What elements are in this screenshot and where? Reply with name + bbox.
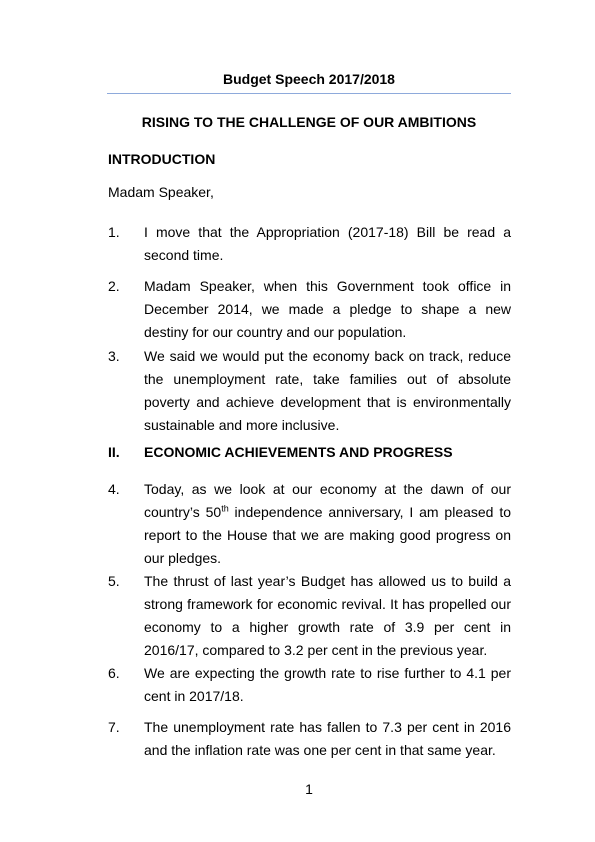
paragraph-text: The thrust of last year’s Budget has allowed us to build a strong framework for economic revival. It has propelled our economy to a higher growth rate of 3.9 per cent in 2016/17, compared to 3.2 per cent in the previous year. — [144, 573, 511, 658]
ordinal-superscript: th — [221, 503, 229, 514]
running-header: Budget Speech 2017/2018 — [223, 71, 395, 87]
paragraph-3 — [108, 345, 511, 437]
salutation: Madam Speaker, — [108, 184, 214, 200]
section-heading-introduction: INTRODUCTION — [108, 151, 216, 167]
paragraph-1 — [108, 221, 511, 267]
section-title: ECONOMIC ACHIEVEMENTS AND PROGRESS — [144, 444, 453, 460]
page-number: 1 — [305, 781, 313, 797]
paragraph-number: 1. — [108, 224, 120, 240]
paragraph-text — [144, 478, 511, 570]
paragraph-number: 3. — [108, 348, 120, 364]
paragraph-7 — [108, 716, 511, 762]
paragraph-text: Madam Speaker, when this Government took office in December 2014, we made a pledge to shape a new destiny for our country and our population. — [144, 278, 511, 340]
paragraph-text-part: Today, as we look at our economy at the dawn of our country’s 50 — [144, 481, 511, 520]
paragraph-2 — [108, 275, 511, 344]
paragraph-text: We are expecting the growth rate to rise further to 4.1 per cent in 2017/18. — [144, 665, 511, 704]
paragraph-6 — [108, 662, 511, 708]
paragraph-5 — [108, 570, 511, 662]
paragraph-text-part: independence anniversary, I am pleased to report to the House that we are making good progress on our pledges. — [144, 504, 511, 566]
document-title: RISING TO THE CHALLENGE OF OUR AMBITIONS — [141, 114, 477, 130]
paragraph-number: 2. — [108, 278, 120, 294]
header-rule — [107, 93, 511, 94]
paragraph-text: The unemployment rate has fallen to 7.3 per cent in 2016 and the inflation rate was one per cent in that same year. — [144, 719, 511, 758]
paragraph-text: I move that the Appropriation (2017-18) Bill be read a second time. — [144, 224, 511, 263]
paragraph-text: We said we would put the economy back on track, reduce the unemployment rate, take families out of absolute poverty and achieve development that is environmentally sustainable and more inclusive. — [144, 348, 511, 433]
section-number: II. — [108, 444, 120, 460]
paragraph-number: 6. — [108, 665, 120, 681]
paragraph-number: 4. — [108, 481, 120, 497]
section-heading-economic-achievements — [108, 443, 453, 461]
paragraph-number: 7. — [108, 719, 120, 735]
paragraph-number: 5. — [108, 573, 120, 589]
paragraph-4 — [108, 478, 511, 570]
